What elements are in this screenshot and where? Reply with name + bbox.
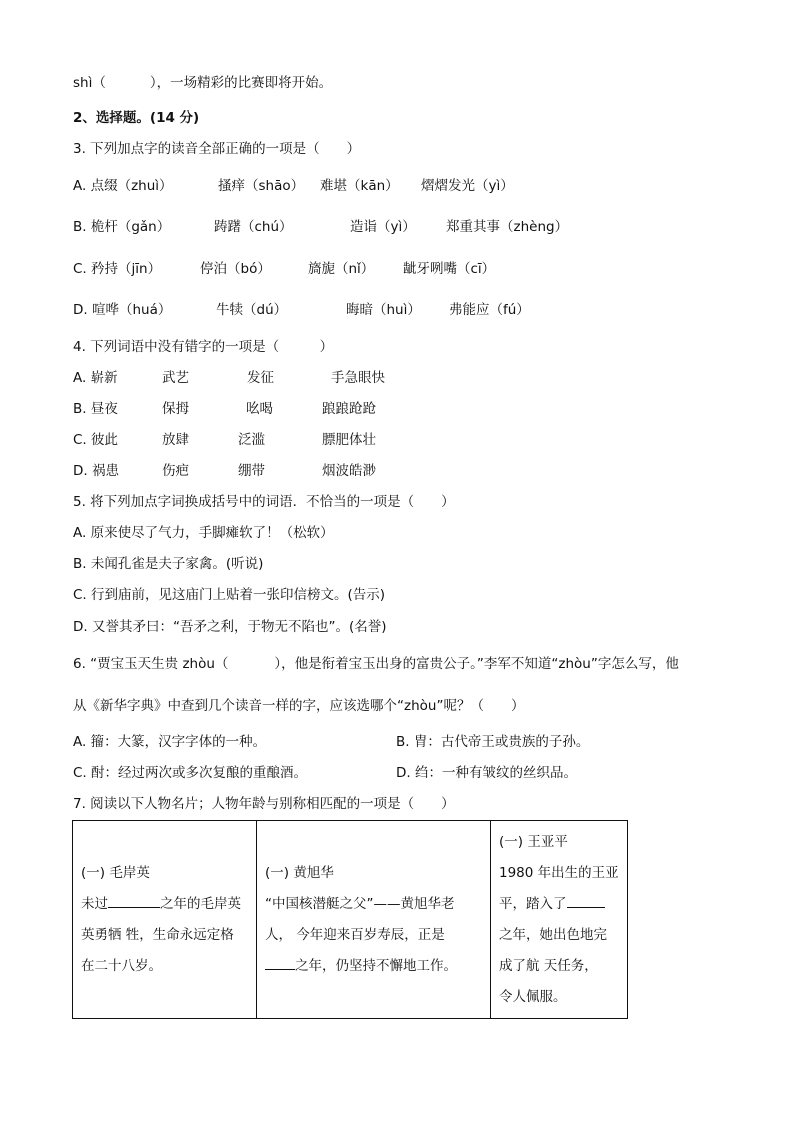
question-3-stem: 3. 下列加点字的读音全部正确的一项是（ ） [73, 141, 361, 157]
top-post: ），一场精彩的比赛即将开始。 [149, 75, 333, 91]
card-text: 1980 年出生的王亚 [499, 864, 619, 881]
question-4-stem: 4. 下列词语中没有错字的一项是（ ） [73, 339, 334, 355]
person-card-huang [257, 821, 491, 1019]
answer-blank[interactable] [567, 894, 605, 908]
q5-option-d[interactable]: D. 又誉其矛曰：“吾矛之利，于物无不陷也”。(名誉) [73, 619, 387, 635]
q4-option-c-1[interactable]: C. 彼此 [73, 432, 119, 448]
q3-option-b-1[interactable]: B. 桅杆（gǎn） [73, 219, 171, 235]
q3-option-d-2: 牛犊（dú） [216, 302, 288, 318]
q3-option-a-4: 熠熠发光（yì） [421, 178, 514, 194]
q6-pre: 6. “贾宝玉天生贵 zhòu（ [73, 656, 229, 672]
q4-option-d-1[interactable]: D. 祸患 [73, 463, 119, 479]
q4-option-c-4: 膘肥体壮 [322, 432, 376, 448]
answer-blank[interactable] [108, 894, 160, 908]
card-text: 平，踏入了 [499, 895, 567, 912]
top-pre: shì（ [73, 75, 106, 91]
q3-option-b-3: 造诣（yì） [350, 219, 416, 235]
section-heading: 2、选择题。(14 分) [73, 110, 200, 126]
q3-option-b-2: 踌躇（chú） [214, 219, 293, 235]
q4-option-c-2: 放肆 [162, 432, 189, 448]
card-text: “中国核潜艇之父”——黄旭华老 [265, 895, 455, 912]
card-text: 令人佩服。 [499, 988, 567, 1005]
q3-option-b-4: 郑重其事（zhèng） [446, 219, 569, 235]
q4-option-a-3: 发征 [247, 370, 274, 386]
card-text: 之年，她出色地完 [499, 926, 607, 943]
q3-option-c-4: 龇牙咧嘴（cī） [403, 261, 496, 277]
card-text: 之年，仍坚持不懈地工作。 [295, 957, 457, 974]
answer-blank[interactable] [265, 956, 295, 970]
q4-option-d-3: 绷带 [238, 463, 265, 479]
question-7-stem: 7. 阅读以下人物名片；人物年龄与别称相匹配的一项是（ ） [73, 796, 455, 812]
q6-post: ），他是衔着宝玉出身的富贵公子。”李军不知道“zhòu”字怎么写，他 [274, 656, 679, 672]
card-text: 在二十八岁。 [81, 957, 162, 974]
q4-option-b-2: 保拇 [162, 401, 189, 417]
person-card-mao [73, 821, 257, 1019]
person-cards-table [72, 820, 628, 1019]
person-card-wang [491, 821, 628, 1019]
q3-option-c-3: 旖旎（nǐ） [308, 261, 375, 277]
card-text: 未过 [81, 895, 108, 912]
fill-blank-line [73, 74, 332, 92]
q4-option-b-1[interactable]: B. 昼夜 [73, 401, 118, 417]
q5-option-b[interactable]: B. 未闻孔雀是夫子家禽。(听说) [73, 556, 264, 572]
q5-option-c[interactable]: C. 行到庙前，见这庙门上贴着一张印信榜文。(告示) [73, 587, 386, 603]
q4-option-a-4: 手急眼快 [331, 370, 385, 386]
question-5-stem: 5. 将下列加点字词换成括号中的词语．不恰当的一项是（ ） [73, 494, 455, 510]
q4-option-a-1[interactable]: A. 崭新 [73, 370, 118, 386]
card-title: (一) 王亚平 [499, 833, 568, 850]
q6-option-c[interactable]: C. 酎：经过两次或多次复酿的重酿酒。 [73, 765, 308, 781]
q3-option-d-3: 晦暗（huì） [346, 302, 421, 318]
q3-option-a-1[interactable]: A. 点缀（zhuì） [73, 178, 173, 194]
card-title: (一) 毛岸英 [81, 864, 150, 881]
card-text: 英勇牺 牲，生命永远定格 [81, 926, 234, 943]
q3-option-a-3: 难堪（kān） [320, 178, 399, 194]
q3-option-c-1[interactable]: C. 矜持（jīn） [73, 261, 162, 277]
card-title: (一) 黄旭华 [265, 864, 334, 881]
q3-option-d-4: 弗能应（fú） [449, 302, 530, 318]
q3-option-a-2: 搔痒（shāo） [218, 178, 305, 194]
q4-option-d-2: 伤疤 [162, 463, 189, 479]
card-text: 人， 今年迎来百岁寿辰，正是 [265, 926, 445, 943]
q6-option-a[interactable]: A. 籀：大篆，汉字字体的一种。 [73, 734, 267, 750]
q3-option-d-1[interactable]: D. 喧哗（huá） [73, 302, 172, 318]
q3-option-c-2: 停泊（bó） [200, 261, 271, 277]
q4-option-d-4: 烟波皓渺 [322, 463, 376, 479]
question-6-stem-line2: 从《新华字典》中查到几个读音一样的字，应该选哪个“zhòu”呢？（ ） [73, 698, 525, 714]
card-text: 之年的毛岸英 [160, 895, 241, 912]
q4-option-c-3: 泛滥 [238, 432, 265, 448]
card-text: 成了航 天任务， [499, 957, 598, 974]
q4-option-a-2: 武艺 [162, 370, 189, 386]
q5-option-a[interactable]: A. 原来使尽了气力，手脚瘫软了！（松软） [73, 525, 334, 541]
q6-option-d[interactable]: D. 绉：一种有皱纹的丝织品。 [396, 765, 577, 781]
q6-option-b[interactable]: B. 胄：古代帝王或贵族的子孙。 [396, 734, 590, 750]
q4-option-b-4: 踉踉跄跄 [322, 401, 376, 417]
question-6-stem-line1 [73, 655, 679, 673]
q4-option-b-3: 吆喝 [246, 401, 273, 417]
